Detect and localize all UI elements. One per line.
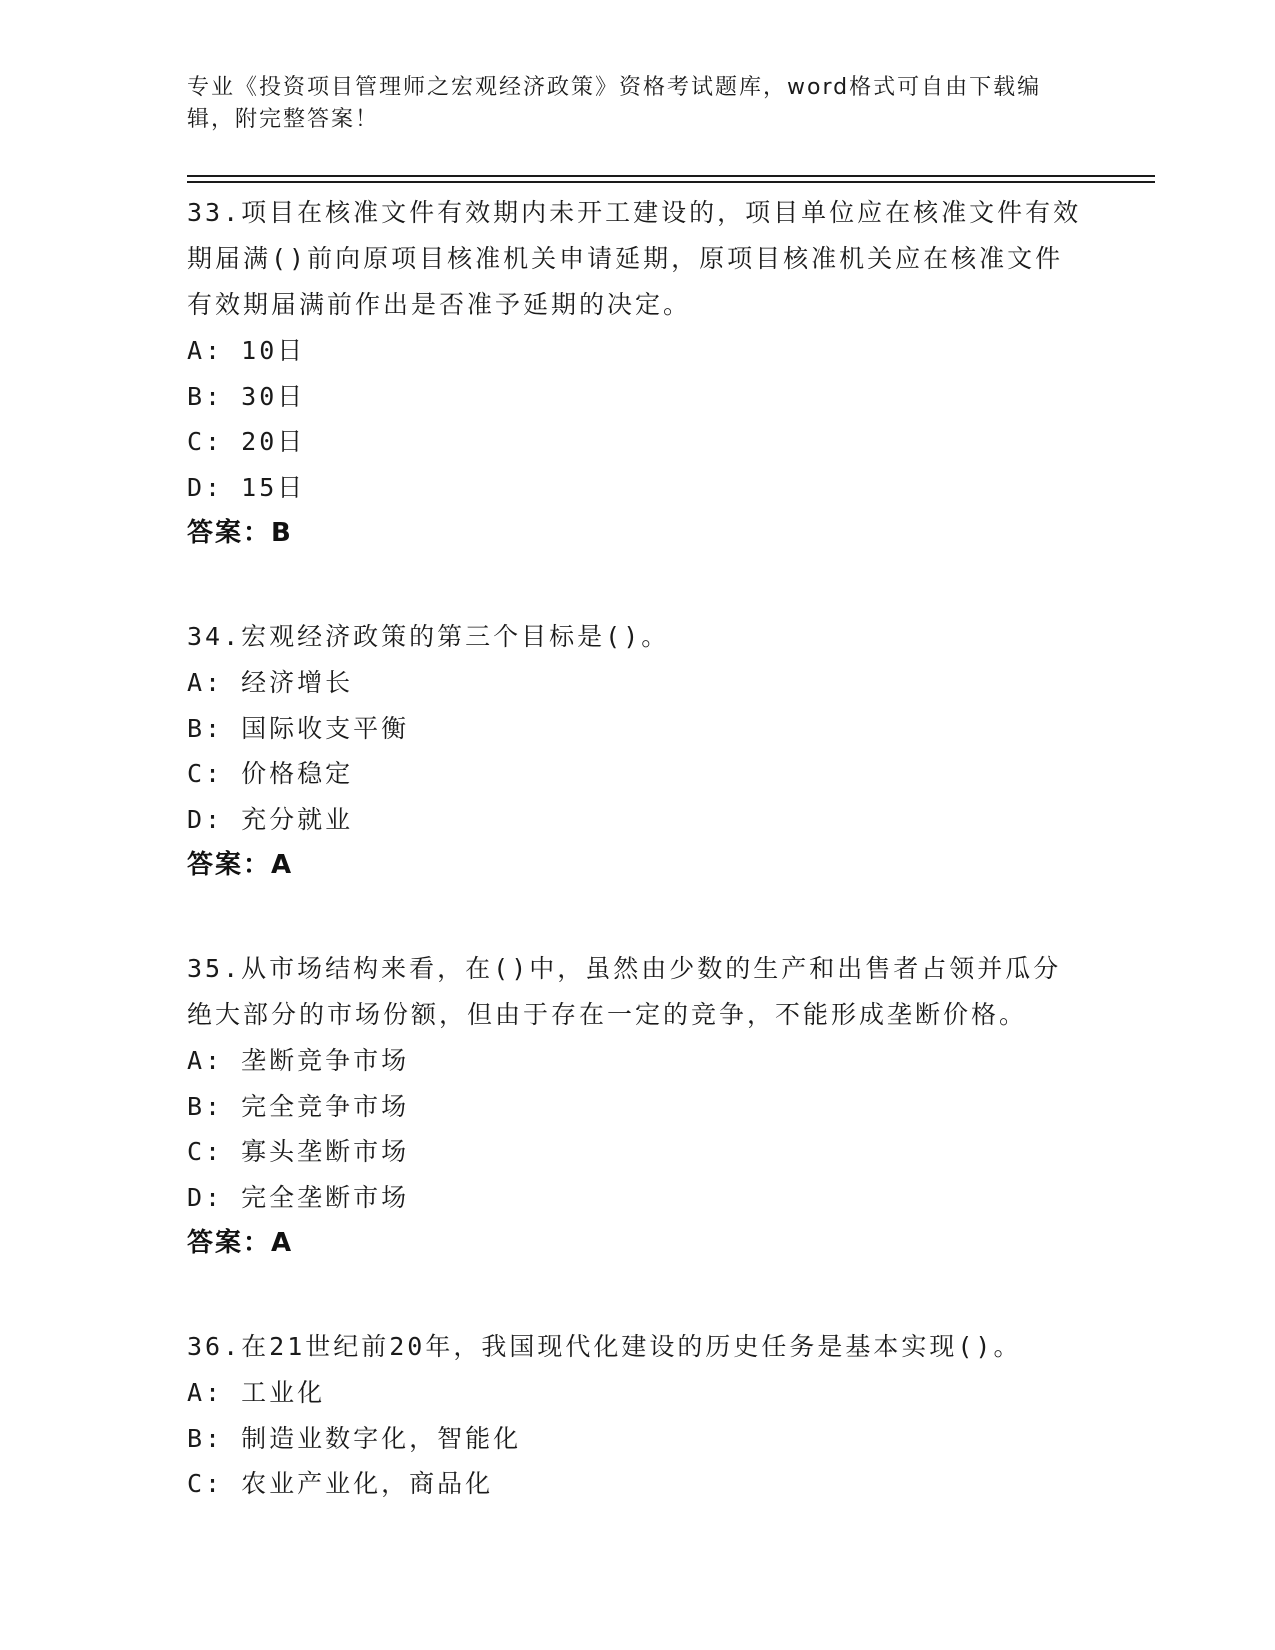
answer-label: 答案：A (187, 850, 294, 880)
spacer (187, 556, 1087, 614)
header-divider-bottom (187, 181, 1155, 183)
question-text: 35.从市场结构来看，在()中，虽然由少数的生产和出售者占领并瓜分绝大部分的市场份额，但由于存在一定的竞争，不能形成垄断价格。 (187, 954, 1062, 1029)
question-text: 36.在21世纪前20年，我国现代化建设的历史任务是基本实现()。 (187, 1332, 1022, 1361)
document-header (187, 72, 1067, 136)
option-c: C: 20日 (187, 427, 306, 456)
spacer (187, 1266, 1087, 1324)
option-a: A: 经济增长 (187, 668, 354, 697)
question-34 (187, 614, 1087, 888)
question-35 (187, 946, 1087, 1266)
option-b: B: 制造业数字化，智能化 (187, 1423, 522, 1453)
option-a: A: 10日 (187, 336, 306, 365)
option-a: A: 垄断竞争市场 (187, 1046, 410, 1075)
option-b: B: 国际收支平衡 (187, 713, 410, 743)
option-b: B: 30日 (187, 381, 306, 411)
option-c: C: 寡头垄断市场 (187, 1137, 410, 1166)
option-c: C: 价格稳定 (187, 759, 354, 788)
option-b: B: 完全竞争市场 (187, 1091, 410, 1121)
question-36 (187, 1324, 1087, 1507)
question-text: 33.项目在核准文件有效期内未开工建设的，项目单位应在核准文件有效期届满()前向原项目核准机关申请延期，原项目核准机关应在核准文件有效期届满前作出是否准予延期的决定。 (187, 198, 1082, 319)
header-line-1: 专业《投资项目管理师之宏观经济政策》资格考试题库，word格式可自由下载编 (187, 75, 1042, 100)
answer-label: 答案：B (187, 518, 293, 548)
header-divider-top (187, 175, 1155, 177)
option-a: A: 工业化 (187, 1378, 326, 1407)
option-c: C: 农业产业化，商品化 (187, 1469, 494, 1498)
question-33 (187, 190, 1087, 556)
header-line-2: 辑，附完整答案！ (187, 107, 380, 132)
question-list (187, 190, 1087, 1507)
option-d: D: 15日 (187, 472, 306, 502)
answer-label: 答案：A (187, 1228, 294, 1258)
option-d: D: 充分就业 (187, 804, 354, 834)
question-text: 34.宏观经济政策的第三个目标是()。 (187, 622, 670, 651)
spacer (187, 888, 1087, 946)
option-d: D: 完全垄断市场 (187, 1182, 410, 1212)
